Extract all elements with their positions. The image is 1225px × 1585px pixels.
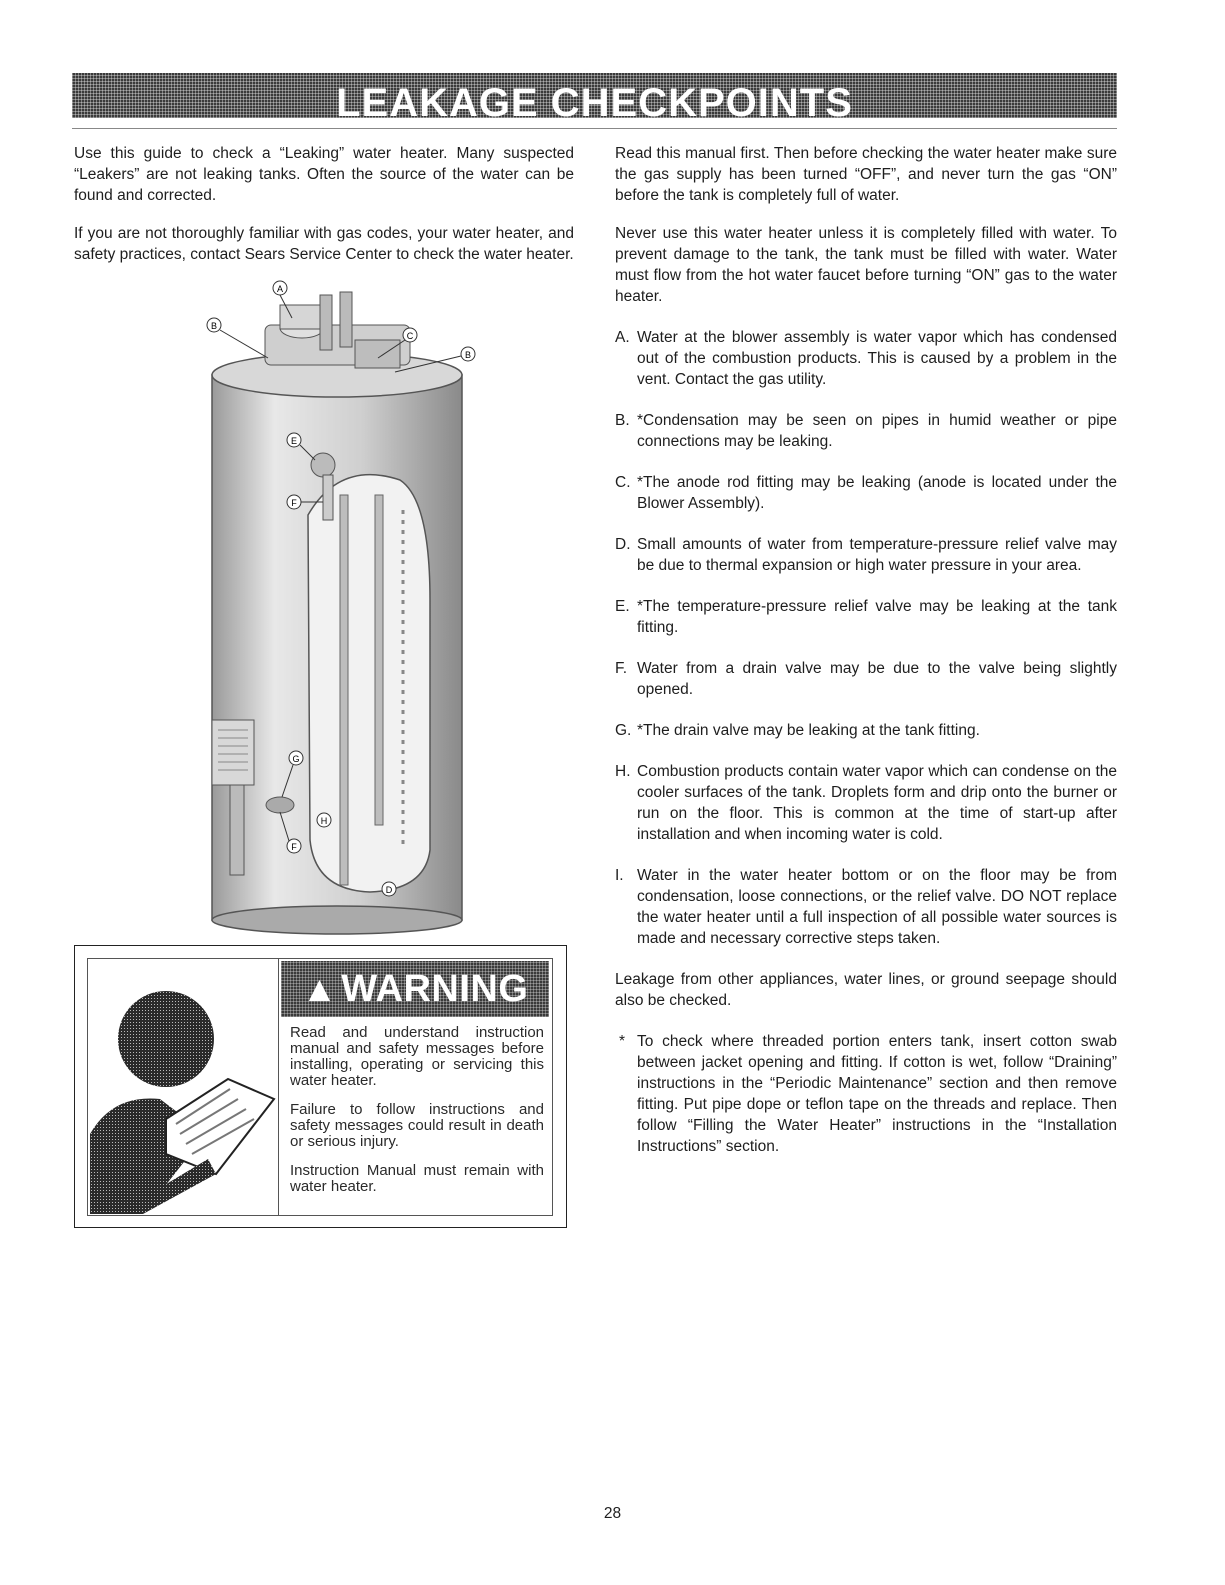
warning-box [74,945,567,1228]
checkpoint-label: G. [615,722,632,739]
right-intro-paragraph-2: Never use this water heater unless it is completely filled with water. To prevent damage to the tank, the tank must be filled with water. Water must flow from the hot water faucet before turning “ON” gas to the water heater. [615,225,1117,305]
checkpoint-label: E. [615,598,630,615]
svg-text:E: E [290,436,298,446]
checkpoint-label: C. [615,474,631,491]
checkpoint-item-c [615,472,1117,514]
checkpoint-text: Water from a drain valve may be due to the valve being slightly opened. [637,660,1117,698]
svg-text:G: G [292,754,300,764]
footnote [615,1031,1117,1157]
right-intro-paragraph-1: Read this manual first. Then before checking the water heater make sure the gas supply has been turned “OFF”, and never turn the gas “ON” before the tank is completely full of water. [615,145,1117,204]
right-column [615,143,1117,1157]
checkpoint-item-e [615,596,1117,638]
checkpoint-label: F. [615,660,628,677]
page-title: LEAKAGE CHECKPOINTS [336,81,853,118]
warning-triangle-icon: ▲ [301,968,338,1009]
checkpoint-label: A. [615,329,630,346]
svg-text:A: A [276,284,284,294]
checkpoint-label: B. [615,412,630,429]
checkpoint-text: Small amounts of water from temperature-pressure relief valve may be due to thermal expansion or high water pressure in your area. [637,536,1117,574]
title-rule [72,128,1117,129]
svg-text:F: F [291,498,297,508]
intro-paragraph-2: If you are not thoroughly familiar with gas codes, your water heater, and safety practices, contact Sears Service Center to check the water heater. [74,225,574,263]
svg-text:C: C [406,331,414,341]
checkpoint-label: I. [615,867,624,884]
water-heater-diagram [190,280,500,940]
checkpoint-item-g [615,720,1117,741]
svg-text:D: D [385,885,393,895]
callout-d [382,882,396,896]
svg-text:H: H [320,816,328,826]
checkpoint-item-b [615,410,1117,452]
title-banner [72,73,1117,118]
left-column [74,143,574,282]
read-manual-icon [88,959,278,1215]
checkpoint-label: D. [615,536,631,553]
warning-paragraph-1: Read and understand instruction manual and safety messages before installing, operating or servicing this water heater. [290,1024,544,1089]
checkpoint-item-a [615,327,1117,390]
tank-cutaway [308,475,430,892]
checkpoint-item-d [615,534,1117,576]
warning-paragraph-2: Failure to follow instructions and safety messages could result in death or serious injury. [290,1101,544,1150]
callout-h [317,813,331,827]
intro-paragraph-1: Use this guide to check a “Leaking” water heater. Many suspected “Leakers” are not leaking tanks. Often the source of the water can be found and corrected. [74,145,574,204]
checkpoint-item-h [615,761,1117,845]
svg-text:B: B [210,321,218,331]
warning-inner-frame [87,958,553,1216]
checkpoint-text: Combustion products contain water vapor which can condense on the cooler surfaces of the tank. Droplets form and drip onto the burner or run on the floor. This is common at the time of start-up after installation and when incoming water is cold. [637,763,1117,843]
checkpoint-text: Water in the water heater bottom or on the floor may be from condensation, loose connections, or the relief valve. DO NOT replace the water heater until a full inspection of all possible water sources is made and necessary corrective steps taken. [637,867,1117,947]
checkpoint-text: *The temperature-pressure relief valve may be leaking at the tank fitting. [637,598,1117,636]
footnote-text: To check where threaded portion enters tank, insert cotton swab between jacket opening and fitting. If cotton is wet, follow “Draining” instructions in the “Periodic Maintenance” section and then remove fitting. Put pipe dope or teflon tape on the threads and replace. Then follow “Filling the Water Heater” instructions in the “Installation Instructions” section. [637,1033,1117,1155]
page-number: 28 [603,1505,622,1522]
warning-paragraph-3: Instruction Manual must remain with water heater. [290,1162,544,1195]
warning-text-block [290,1025,544,1208]
svg-text:B: B [464,350,472,360]
checkpoint-text: *Condensation may be seen on pipes in humid weather or pipe connections may be leaking. [637,412,1117,450]
checkpoint-label: H. [615,763,631,780]
closing-paragraph: Leakage from other appliances, water lines, or ground seepage should also be checked. [615,971,1117,1009]
blower-assembly [265,292,410,368]
checkpoint-text: *The anode rod fitting may be leaking (anode is located under the Blower Assembly). [637,474,1117,512]
callout-b-left [207,318,268,358]
checkpoint-item-f [615,658,1117,700]
warning-header [281,961,549,1017]
footnote-asterisk: * [619,1033,626,1050]
svg-text:F: F [291,842,297,852]
warning-divider [278,959,279,1215]
warning-heading: WARNING [341,967,529,1010]
checkpoint-text: *The drain valve may be leaking at the tank fitting. [637,722,980,739]
checkpoint-item-i [615,865,1117,949]
checkpoint-text: Water at the blower assembly is water vapor which has condensed out of the combustion products. This is caused by a problem in the vent. Contact the gas utility. [637,329,1117,388]
